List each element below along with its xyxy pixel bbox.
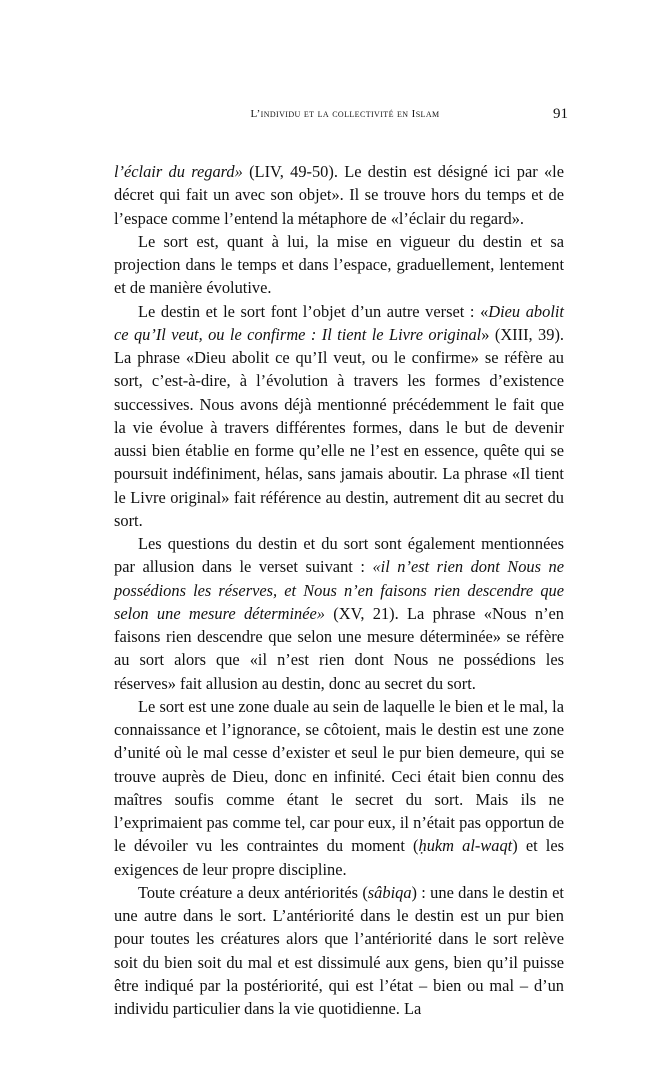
text-segment-italic: ḥukm al-waqt: [418, 836, 513, 856]
paragraph: [114, 160, 564, 230]
paragraph: [114, 695, 564, 881]
text-segment-italic: «il n’est rien dont Nous ne possédions les réserves, et Nous n’en faisons rien descendre que selon une mesure déterminée»: [114, 557, 564, 623]
text-segment: (LIV, 49-50). Le destin est désigné ici par «le décret qui fait un avec son objet». Il se trouve hors du temps et de l’espace comme l’entend la métaphore de «l’éclair du regard».: [114, 162, 564, 228]
body-text: [114, 160, 564, 1020]
paragraph: [114, 230, 564, 300]
running-head: [0, 108, 650, 128]
text-segment: » (XIII, 39). La phrase «Dieu abolit ce qu’Il veut, ou le confirme» se réfère au sort, c’est-à-dire, à l’évolution à travers les formes d’existence successives. Nous avons déjà mentionné précédemment le fait que la vie évolue à travers différentes formes, dans le but de devenir aussi bien établie en forme qu’elle ne l’est en essence, quête qui se poursuit indéfiniment, hélas, sans jamais aboutir. La phrase «Il tient le Livre original» fait référence au destin, autrement dit au secret du sort.: [114, 324, 564, 530]
paragraph: [114, 300, 564, 533]
running-title: L’individu et la collectivité en Islam: [250, 108, 440, 120]
text-segment: Le destin et le sort font l’objet d’un autre verset : «: [138, 301, 489, 321]
paragraph: [114, 881, 564, 1021]
text-segment: Toute créature a deux antériorités (: [138, 882, 368, 902]
text-segment: Les questions du destin et du sort sont également mentionnées par allusion dans le verset suivant :: [114, 534, 564, 577]
paragraph: [114, 532, 564, 695]
text-segment: Le sort est, quant à lui, la mise en vigueur du destin et sa projection dans le temps et dans l’espace, graduellement, lentement et de manière évolutive.: [114, 231, 564, 298]
text-segment: ) : une dans le destin et une autre dans le sort. L’antériorité dans le destin est un pur bien pour toutes les créatures alors que l’antériorité dans le sort relève soit du bien soit du mal et est dissimulé aux gens, bien qu’il puisse être indiqué par la postériorité, qui est l’état – bien ou mal – d’un individu particulier dans la vie quotidienne. La: [114, 882, 564, 1018]
text-segment: (XV, 21). La phrase «Nous n’en faisons rien descendre que selon une mesure déterminée» se réfère au sort alors que «il n’est rien dont Nous ne possédions les réserves» fait allusion au destin, donc au secret du sort.: [114, 603, 564, 693]
page-number: 91: [553, 106, 568, 122]
text-segment-italic: l’éclair du regard»: [114, 162, 243, 181]
text-segment: Le sort est une zone duale au sein de laquelle le bien et le mal, la connaissance et l’ignorance, se côtoient, mais le destin est une zone d’unité où le mal cesse d’exister et seul le pur bien demeure, qui se trouve auprès de Dieu, donc en infinité. Ceci était bien connu des maîtres soufis comme étant le secret du sort. Mais ils ne l’exprimaient pas comme tel, car pour eux, il n’était pas opportun de le dévoiler vu les contraintes du moment (: [114, 696, 564, 856]
text-segment-italic: Dieu abolit ce qu’Il veut, ou le confirme : Il tient le Livre original: [114, 301, 564, 344]
text-segment: ) et les exigences de leur propre discipline.: [114, 836, 564, 879]
text-segment-italic: sâbiqa: [367, 882, 412, 902]
